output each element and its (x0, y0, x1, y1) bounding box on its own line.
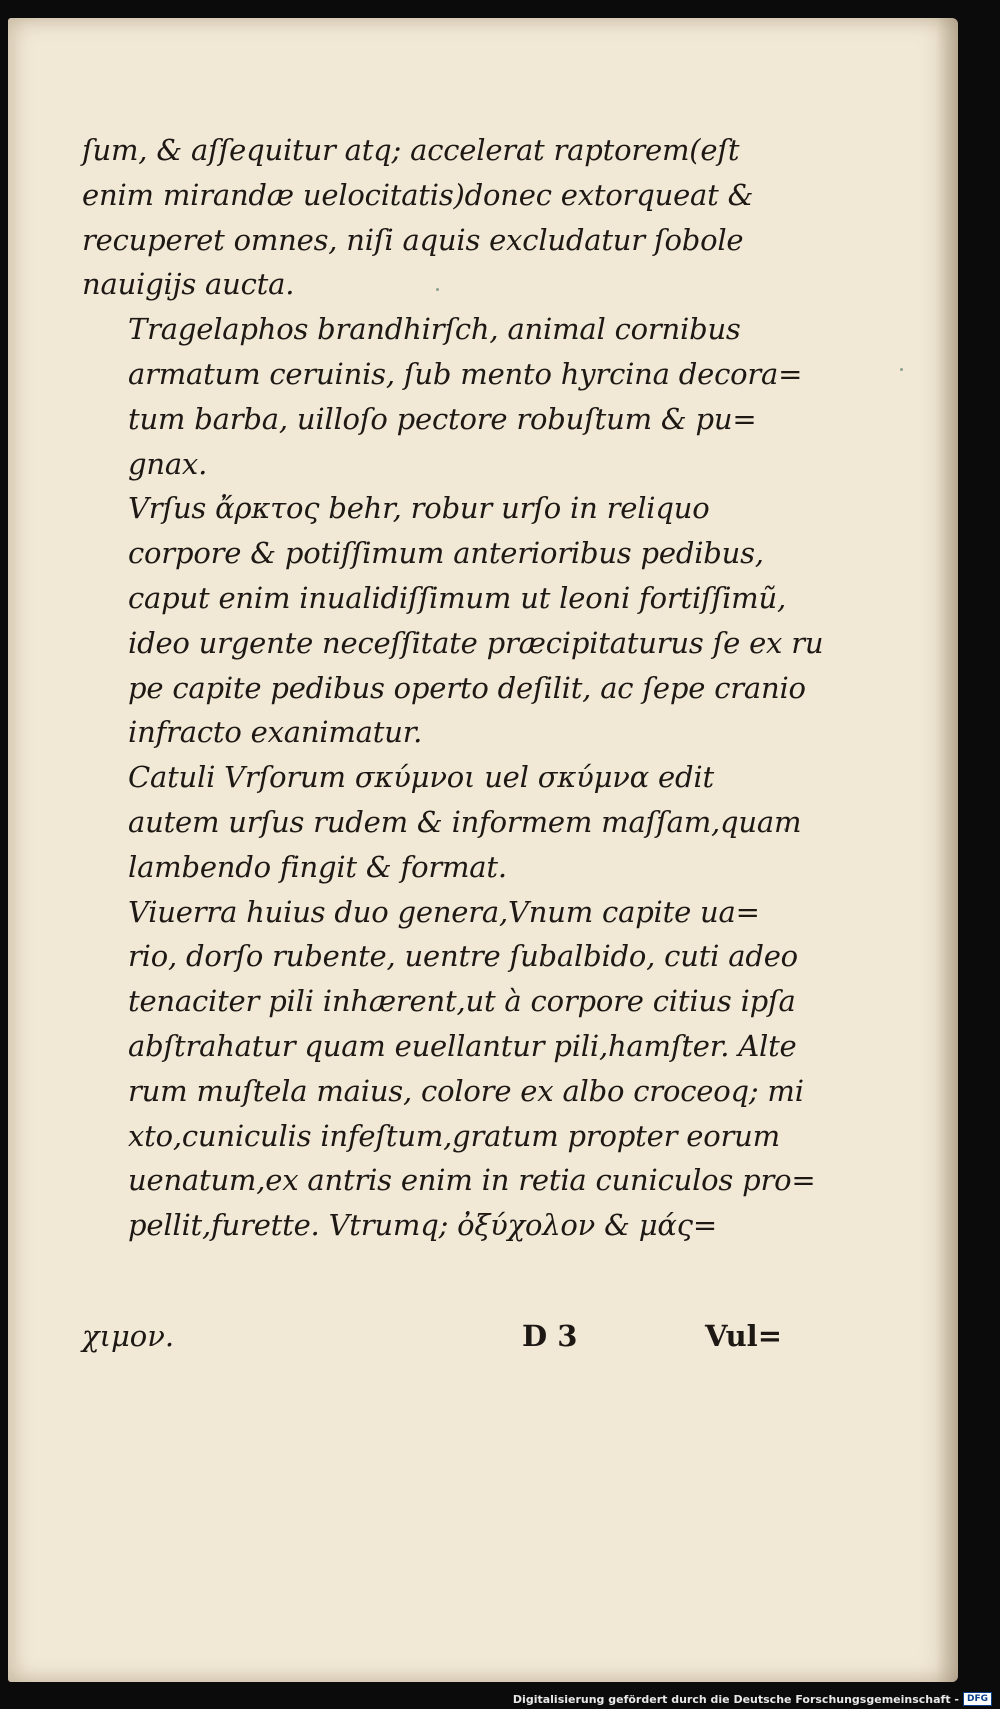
text-line: caput enim inualidiſſimum ut leoni fortiſſimũ, (128, 580, 786, 615)
text-line: ſum, & aſſequitur atq; accelerat raptorem(eſt (82, 133, 740, 167)
text-line: Tragelaphos brandhirſch, animal cornibus (128, 312, 741, 347)
paragraph (82, 128, 782, 307)
text-line: gnax. (128, 446, 208, 481)
paragraph (82, 307, 803, 486)
text-line: armatum ceruinis, ſub mento hyrcina decora= (128, 356, 803, 391)
text-line: Vrſus ἄρκτος behr, robur urſo in reliquo (128, 491, 710, 526)
text-line: abſtrahatur quam euellantur pili,hamſter. Alte (128, 1028, 797, 1063)
text-line: lambendo fingit & format. (128, 849, 507, 884)
text-line: rio, dorſo rubente, uentre ſubalbido, cuti adeo (128, 939, 798, 974)
dfg-logo-icon: DFG (963, 1692, 992, 1706)
paragraph (82, 486, 824, 755)
digitization-credit (513, 1692, 992, 1706)
text-block (82, 128, 824, 1248)
page-footer (82, 1314, 782, 1358)
text-line: tum barba, uilloſo pectore robuſtum & pu= (128, 401, 757, 436)
catchword: Vul= (704, 1319, 782, 1353)
text-line: corpore & potiſſimum anterioribus pedibus, (128, 536, 764, 571)
text-line: uenatum,ex antris enim in retia cuniculos pro= (128, 1163, 816, 1198)
paragraph (82, 755, 802, 889)
text-line: infracto exanimatur. (128, 715, 423, 750)
credit-text: Digitalisierung gefördert durch die Deutsche Forschungsgemeinschaft - (512, 1692, 959, 1706)
text-line: ideo urgente neceſſitate præcipitaturus ſe ex ru (128, 625, 824, 660)
text-line: pe capite pedibus operto deſilit, ac ſepe cranio (128, 670, 806, 705)
signature-mark: D 3 (522, 1319, 578, 1353)
text-line: rum muſtela maius, colore ex albo croceoq; mi (128, 1073, 804, 1108)
page-edge-shadow (936, 18, 958, 1682)
paragraph (82, 890, 816, 1248)
last-line-word: χιμον. (82, 1319, 175, 1353)
text-line: tenaciter pili inhærent,ut à corpore citius ipſa (128, 984, 796, 1019)
book-page (8, 18, 958, 1682)
text-line: Viuerra huius duo genera,Vnum capite ua= (128, 894, 760, 929)
paper-speck (900, 368, 903, 371)
text-line: nauigijs aucta. (82, 267, 295, 302)
text-line: recuperet omnes, niſi aquis excludatur ſobole (82, 222, 744, 257)
text-line: Catuli Vrſorum σκύμνοι uel σκύμνα edit (128, 760, 714, 795)
text-line: xto,cuniculis infeſtum,gratum propter eorum (128, 1118, 780, 1153)
text-line: pellit,furette. Vtrumq; ὀξύχολον & μάς= (128, 1208, 717, 1243)
text-line: enim mirandæ uelocitatis)donec extorqueat & (82, 177, 754, 212)
text-line: autem urſus rudem & informem maſſam,quam (128, 804, 802, 839)
